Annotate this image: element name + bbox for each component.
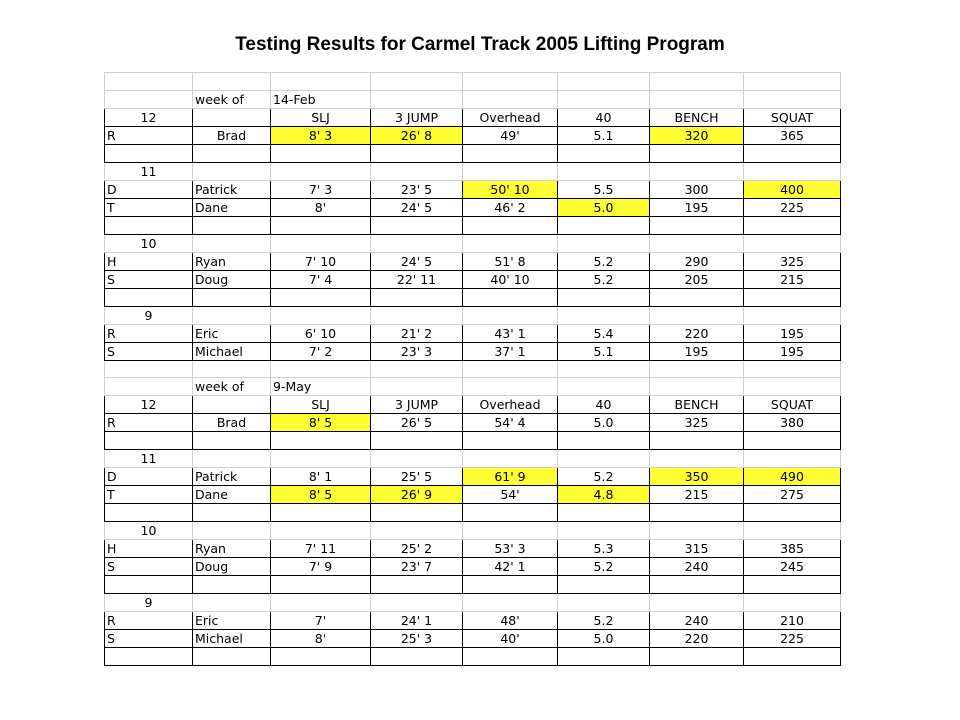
grade-label: 12 [105, 108, 193, 126]
empty-cell [371, 360, 463, 378]
empty-cell [744, 504, 841, 522]
column-header: 40 [558, 396, 650, 414]
result-cell: 4.8 [558, 486, 650, 504]
empty-cell [193, 108, 271, 126]
empty-cell [371, 648, 463, 666]
empty-cell [371, 162, 463, 180]
result-cell: 5.0 [558, 630, 650, 648]
week-label: week of [193, 378, 271, 396]
result-cell: 25' 2 [371, 540, 463, 558]
result-cell: 5.0 [558, 198, 650, 216]
blank-row [105, 73, 841, 91]
grade-label: 10 [105, 522, 193, 540]
empty-cell [744, 378, 841, 396]
athlete-initial: H [105, 252, 193, 270]
result-cell: 7' 10 [271, 252, 371, 270]
empty-cell [371, 378, 463, 396]
athlete-initial: S [105, 342, 193, 360]
column-header: 3 JUMP [371, 396, 463, 414]
empty-cell [650, 73, 744, 91]
empty-cell [558, 216, 650, 234]
athlete-name: Brad [193, 414, 271, 432]
empty-cell [650, 306, 744, 324]
empty-cell [193, 216, 271, 234]
result-cell: 385 [744, 540, 841, 558]
athlete-row [105, 342, 841, 360]
empty-cell [193, 306, 271, 324]
empty-cell [463, 234, 558, 252]
empty-cell [744, 450, 841, 468]
result-cell: 220 [650, 324, 744, 342]
empty-cell [463, 216, 558, 234]
result-cell: 210 [744, 612, 841, 630]
empty-cell [650, 288, 744, 306]
athlete-row [105, 414, 841, 432]
grade-label: 11 [105, 450, 193, 468]
athlete-name: Doug [193, 270, 271, 288]
empty-cell [744, 522, 841, 540]
result-cell: 6' 10 [271, 324, 371, 342]
result-cell: 7' 4 [271, 270, 371, 288]
blank-row [105, 504, 841, 522]
blank-row [105, 648, 841, 666]
athlete-name: Eric [193, 612, 271, 630]
athlete-initial: S [105, 630, 193, 648]
empty-cell [558, 360, 650, 378]
result-cell: 5.1 [558, 342, 650, 360]
result-cell: 8' 5 [271, 414, 371, 432]
athlete-row [105, 126, 841, 144]
result-cell: 43' 1 [463, 324, 558, 342]
empty-cell [193, 576, 271, 594]
empty-cell [650, 450, 744, 468]
result-cell: 7' 3 [271, 180, 371, 198]
empty-cell [371, 306, 463, 324]
athlete-row [105, 468, 841, 486]
empty-cell [463, 73, 558, 91]
empty-cell [463, 378, 558, 396]
athlete-row [105, 540, 841, 558]
grade-label: 9 [105, 306, 193, 324]
athlete-row [105, 612, 841, 630]
column-header: Overhead [463, 108, 558, 126]
empty-cell [744, 432, 841, 450]
empty-cell [744, 576, 841, 594]
result-cell: 24' 1 [371, 612, 463, 630]
result-cell: 225 [744, 630, 841, 648]
result-cell: 240 [650, 612, 744, 630]
athlete-row [105, 198, 841, 216]
empty-cell [271, 450, 371, 468]
athlete-name: Dane [193, 198, 271, 216]
result-cell: 21' 2 [371, 324, 463, 342]
result-cell: 215 [744, 270, 841, 288]
empty-cell [650, 504, 744, 522]
blank-row [105, 432, 841, 450]
empty-cell [558, 648, 650, 666]
result-cell: 350 [650, 468, 744, 486]
empty-cell [193, 73, 271, 91]
empty-cell [193, 234, 271, 252]
empty-cell [744, 73, 841, 91]
week-date: 14-Feb [271, 90, 371, 108]
empty-cell [371, 144, 463, 162]
result-cell: 23' 7 [371, 558, 463, 576]
grade-label: 12 [105, 396, 193, 414]
week-date: 9-May [271, 378, 371, 396]
blank-row [105, 216, 841, 234]
empty-cell [105, 90, 193, 108]
result-cell: 50' 10 [463, 180, 558, 198]
column-header: SLJ [271, 108, 371, 126]
result-cell: 325 [650, 414, 744, 432]
result-cell: 40' [463, 630, 558, 648]
result-cell: 225 [744, 198, 841, 216]
result-cell: 26' 9 [371, 486, 463, 504]
athlete-row [105, 252, 841, 270]
blank-row [105, 144, 841, 162]
athlete-initial: D [105, 180, 193, 198]
result-cell: 51' 8 [463, 252, 558, 270]
result-cell: 53' 3 [463, 540, 558, 558]
empty-cell [271, 576, 371, 594]
result-cell: 26' 8 [371, 126, 463, 144]
column-header: SQUAT [744, 396, 841, 414]
athlete-name: Ryan [193, 252, 271, 270]
empty-cell [271, 73, 371, 91]
empty-cell [650, 216, 744, 234]
empty-cell [650, 90, 744, 108]
blank-row [105, 360, 841, 378]
empty-cell [271, 234, 371, 252]
athlete-row [105, 324, 841, 342]
week-row [105, 378, 841, 396]
column-header: BENCH [650, 108, 744, 126]
athlete-initial: R [105, 324, 193, 342]
result-cell: 320 [650, 126, 744, 144]
empty-cell [650, 522, 744, 540]
header-row [105, 108, 841, 126]
result-cell: 215 [650, 486, 744, 504]
empty-cell [271, 144, 371, 162]
empty-cell [105, 73, 193, 91]
grade-label: 10 [105, 234, 193, 252]
empty-cell [463, 594, 558, 612]
empty-cell [371, 216, 463, 234]
empty-cell [558, 378, 650, 396]
empty-cell [650, 162, 744, 180]
result-cell: 5.0 [558, 414, 650, 432]
empty-cell [193, 594, 271, 612]
result-cell: 25' 5 [371, 468, 463, 486]
result-cell: 5.3 [558, 540, 650, 558]
result-cell: 61' 9 [463, 468, 558, 486]
empty-cell [271, 216, 371, 234]
result-cell: 7' 2 [271, 342, 371, 360]
result-cell: 24' 5 [371, 198, 463, 216]
empty-cell [371, 504, 463, 522]
empty-cell [193, 432, 271, 450]
empty-cell [371, 288, 463, 306]
athlete-name: Eric [193, 324, 271, 342]
result-cell: 54' [463, 486, 558, 504]
empty-cell [650, 234, 744, 252]
empty-cell [558, 162, 650, 180]
athlete-row [105, 630, 841, 648]
empty-cell [271, 504, 371, 522]
result-cell: 22' 11 [371, 270, 463, 288]
empty-cell [193, 288, 271, 306]
result-cell: 48' [463, 612, 558, 630]
empty-cell [371, 90, 463, 108]
result-cell: 37' 1 [463, 342, 558, 360]
empty-cell [105, 432, 193, 450]
empty-cell [650, 432, 744, 450]
empty-cell [193, 144, 271, 162]
empty-cell [558, 450, 650, 468]
empty-cell [105, 288, 193, 306]
empty-cell [193, 396, 271, 414]
empty-cell [558, 144, 650, 162]
empty-cell [463, 360, 558, 378]
empty-cell [371, 522, 463, 540]
athlete-initial: S [105, 558, 193, 576]
result-cell: 195 [650, 342, 744, 360]
empty-cell [558, 504, 650, 522]
empty-cell [650, 594, 744, 612]
empty-cell [650, 360, 744, 378]
empty-cell [371, 432, 463, 450]
grade-label: 11 [105, 162, 193, 180]
empty-cell [105, 504, 193, 522]
empty-cell [271, 594, 371, 612]
result-cell: 7' 11 [271, 540, 371, 558]
athlete-name: Brad [193, 126, 271, 144]
blank-row [105, 288, 841, 306]
empty-cell [744, 648, 841, 666]
empty-cell [558, 522, 650, 540]
result-cell: 46' 2 [463, 198, 558, 216]
athlete-name: Michael [193, 630, 271, 648]
empty-cell [558, 288, 650, 306]
empty-cell [558, 576, 650, 594]
empty-cell [371, 73, 463, 91]
empty-cell [193, 648, 271, 666]
result-cell: 490 [744, 468, 841, 486]
result-cell: 300 [650, 180, 744, 198]
empty-cell [558, 90, 650, 108]
athlete-initial: H [105, 540, 193, 558]
empty-cell [558, 306, 650, 324]
empty-cell [271, 522, 371, 540]
empty-cell [558, 73, 650, 91]
result-cell: 240 [650, 558, 744, 576]
empty-cell [105, 360, 193, 378]
athlete-initial: R [105, 414, 193, 432]
result-cell: 5.2 [558, 468, 650, 486]
athlete-initial: R [105, 126, 193, 144]
empty-cell [105, 144, 193, 162]
grade-label: 9 [105, 594, 193, 612]
result-cell: 245 [744, 558, 841, 576]
athlete-row [105, 558, 841, 576]
result-cell: 42' 1 [463, 558, 558, 576]
result-cell: 5.4 [558, 324, 650, 342]
empty-cell [558, 432, 650, 450]
result-cell: 195 [650, 198, 744, 216]
empty-cell [744, 90, 841, 108]
page-title: Testing Results for Carmel Track 2005 Lifting Program [235, 34, 725, 55]
empty-cell [463, 90, 558, 108]
athlete-initial: T [105, 486, 193, 504]
empty-cell [558, 234, 650, 252]
empty-cell [271, 432, 371, 450]
athlete-initial: T [105, 198, 193, 216]
result-cell: 23' 3 [371, 342, 463, 360]
empty-cell [558, 594, 650, 612]
result-cell: 5.2 [558, 252, 650, 270]
empty-cell [463, 288, 558, 306]
empty-cell [463, 432, 558, 450]
result-cell: 40' 10 [463, 270, 558, 288]
result-cell: 220 [650, 630, 744, 648]
result-cell: 5.2 [558, 612, 650, 630]
empty-cell [193, 522, 271, 540]
empty-cell [744, 162, 841, 180]
result-cell: 7' [271, 612, 371, 630]
column-header: SLJ [271, 396, 371, 414]
empty-cell [463, 522, 558, 540]
result-cell: 24' 5 [371, 252, 463, 270]
results-table [104, 72, 841, 666]
empty-cell [650, 576, 744, 594]
empty-cell [193, 504, 271, 522]
empty-cell [744, 144, 841, 162]
column-header: SQUAT [744, 108, 841, 126]
column-header: 40 [558, 108, 650, 126]
empty-cell [105, 648, 193, 666]
athlete-name: Doug [193, 558, 271, 576]
empty-cell [105, 216, 193, 234]
athlete-initial: S [105, 270, 193, 288]
result-cell: 23' 5 [371, 180, 463, 198]
athlete-name: Patrick [193, 180, 271, 198]
empty-cell [105, 378, 193, 396]
athlete-initial: R [105, 612, 193, 630]
result-cell: 5.5 [558, 180, 650, 198]
athlete-row [105, 270, 841, 288]
grade-row [105, 450, 841, 468]
result-cell: 5.2 [558, 270, 650, 288]
empty-cell [744, 234, 841, 252]
empty-cell [271, 288, 371, 306]
result-cell: 7' 9 [271, 558, 371, 576]
athlete-name: Dane [193, 486, 271, 504]
empty-cell [650, 378, 744, 396]
blank-row [105, 576, 841, 594]
empty-cell [744, 216, 841, 234]
athlete-name: Ryan [193, 540, 271, 558]
result-cell: 8' 3 [271, 126, 371, 144]
grade-row [105, 306, 841, 324]
empty-cell [271, 360, 371, 378]
column-header: BENCH [650, 396, 744, 414]
result-cell: 275 [744, 486, 841, 504]
empty-cell [463, 648, 558, 666]
result-cell: 195 [744, 342, 841, 360]
empty-cell [463, 162, 558, 180]
week-row [105, 90, 841, 108]
empty-cell [271, 162, 371, 180]
empty-cell [271, 648, 371, 666]
result-cell: 49' [463, 126, 558, 144]
empty-cell [463, 450, 558, 468]
empty-cell [463, 306, 558, 324]
empty-cell [463, 504, 558, 522]
empty-cell [193, 450, 271, 468]
header-row [105, 396, 841, 414]
empty-cell [650, 648, 744, 666]
result-cell: 8' [271, 198, 371, 216]
result-cell: 315 [650, 540, 744, 558]
grade-row [105, 594, 841, 612]
empty-cell [193, 360, 271, 378]
athlete-name: Patrick [193, 468, 271, 486]
column-header: 3 JUMP [371, 108, 463, 126]
empty-cell [371, 234, 463, 252]
empty-cell [744, 360, 841, 378]
result-cell: 380 [744, 414, 841, 432]
result-cell: 400 [744, 180, 841, 198]
result-cell: 5.2 [558, 558, 650, 576]
result-cell: 26' 5 [371, 414, 463, 432]
grade-row [105, 162, 841, 180]
athlete-row [105, 486, 841, 504]
empty-cell [463, 576, 558, 594]
result-cell: 205 [650, 270, 744, 288]
athlete-initial: D [105, 468, 193, 486]
grade-row [105, 522, 841, 540]
empty-cell [371, 576, 463, 594]
column-header: Overhead [463, 396, 558, 414]
empty-cell [271, 306, 371, 324]
result-cell: 325 [744, 252, 841, 270]
result-cell: 54' 4 [463, 414, 558, 432]
empty-cell [193, 162, 271, 180]
empty-cell [371, 450, 463, 468]
athlete-row [105, 180, 841, 198]
empty-cell [105, 576, 193, 594]
result-cell: 5.1 [558, 126, 650, 144]
result-cell: 8' 1 [271, 468, 371, 486]
result-cell: 8' 5 [271, 486, 371, 504]
result-cell: 25' 3 [371, 630, 463, 648]
empty-cell [650, 144, 744, 162]
result-cell: 195 [744, 324, 841, 342]
empty-cell [744, 306, 841, 324]
empty-cell [463, 144, 558, 162]
empty-cell [371, 594, 463, 612]
result-cell: 8' [271, 630, 371, 648]
empty-cell [744, 288, 841, 306]
week-label: week of [193, 90, 271, 108]
grade-row [105, 234, 841, 252]
result-cell: 365 [744, 126, 841, 144]
athlete-name: Michael [193, 342, 271, 360]
empty-cell [744, 594, 841, 612]
result-cell: 290 [650, 252, 744, 270]
